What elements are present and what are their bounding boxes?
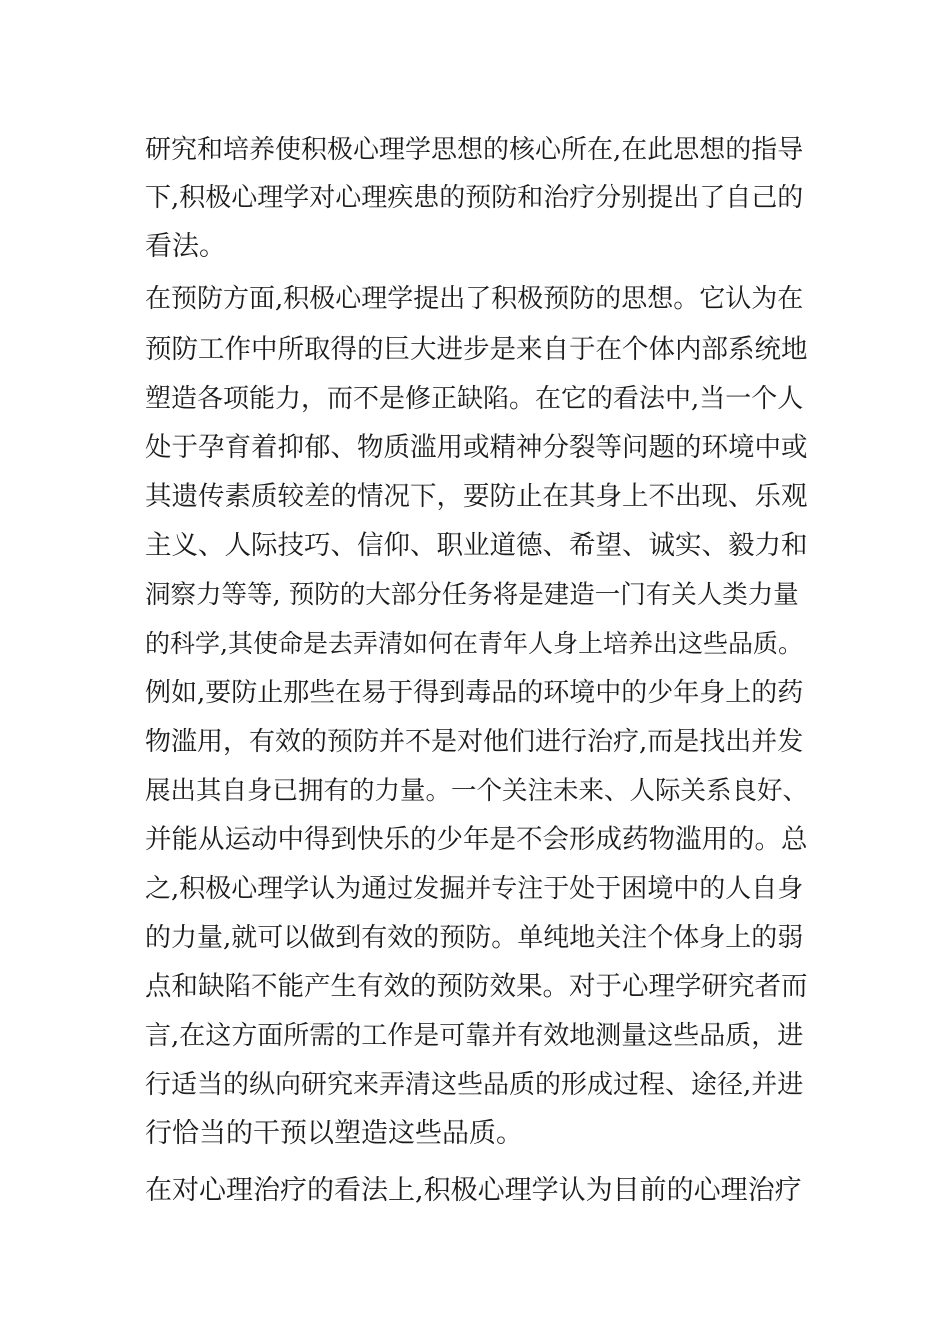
text-line: 物滥用，有效的预防并不是对他们进行治疗,而是找出并发 [145,727,804,757]
text-line: 研究和培养使积极心理学思想的核心所在,在此思想的指导 [145,135,804,165]
text-line: 看法。 [145,231,226,262]
text-line: 处于孕育着抑郁、物质滥用或精神分裂等问题的环境中或 [145,432,808,463]
text-line: 主义、人际技巧、信仰、职业道德、希望、诚实、毅力和 [145,530,808,561]
text-line: 例如,要防止那些在易于得到毒品的环境中的少年身上的药 [145,678,804,708]
text-line: 之,积极心理学认为通过发掘并专注于处于困境中的人自身 [145,874,804,904]
text-line: 塑造各项能力，而不是修正缺陷。在它的看法中,当一个人 [145,384,804,414]
text-line: 的力量,就可以做到有效的预防。单纯地关注个体身上的弱 [145,923,804,953]
text-line: 点和缺陷不能产生有效的预防效果。对于心理学研究者而 [145,971,808,1002]
text-line: 在对心理治疗的看法上,积极心理学认为目前的心理治疗 [145,1175,802,1206]
text-line: 并能从运动中得到快乐的少年是不会形成药物滥用的。总 [145,824,808,855]
text-line: 下,积极心理学对心理疾患的预防和治疗分别提出了自己的 [145,183,804,213]
text-line: 展出其自身已拥有的力量。一个关注未来、人际关系良好、 [145,776,809,806]
text-line: 洞察力等等, 预防的大部分任务将是建造一门有关人类力量 [145,580,799,610]
text-line: 其遗传素质较差的情况下，要防止在其身上不出现、乐观 [145,481,808,512]
text-line: 行恰当的干预以塑造这些品质。 [145,1118,523,1149]
text-line: 言,在这方面所需的工作是可靠并有效地测量这些品质，进 [145,1021,804,1051]
text-line: 在预防方面,积极心理学提出了积极预防的思想。它认为在 [145,284,804,314]
text-line: 行适当的纵向研究来弄清这些品质的形成过程、途径,并进 [145,1070,804,1100]
text-line: 的科学,其使命是去弄清如何在青年人身上培养出这些品质。 [145,629,803,658]
text-line: 预防工作中所取得的巨大进步是来自于在个体内部系统地 [145,334,808,365]
